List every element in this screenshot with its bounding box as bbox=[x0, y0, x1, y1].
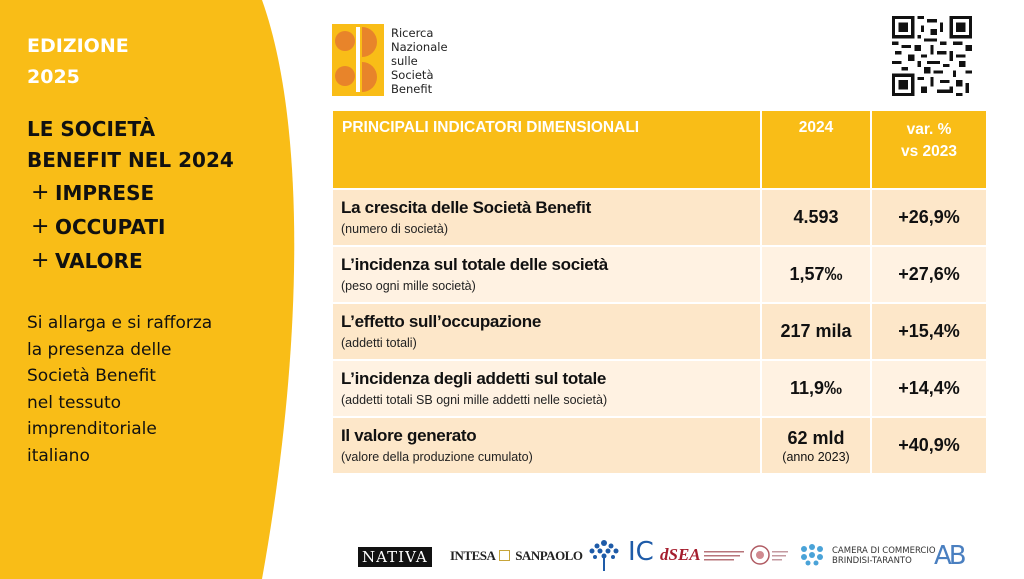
infocamere-logo: IC bbox=[628, 537, 654, 567]
headline-line1: LE SOCIETÀ bbox=[27, 117, 156, 141]
edition-line1: EDIZIONE bbox=[27, 35, 129, 57]
value-cell bbox=[762, 361, 872, 416]
indicator-cell bbox=[333, 304, 762, 359]
table-row bbox=[333, 416, 986, 473]
variation-cell bbox=[872, 190, 986, 245]
header-var-line2: vs 2023 bbox=[900, 143, 958, 160]
plus-icon: + bbox=[31, 180, 50, 205]
indicator-value: 217 mila bbox=[780, 321, 852, 341]
header-var-line1: var. % bbox=[906, 121, 952, 138]
edition-label bbox=[27, 31, 129, 93]
table-row bbox=[333, 188, 986, 245]
indicator-cell bbox=[333, 361, 762, 416]
indicator-value: 4.593 bbox=[793, 207, 839, 227]
indicator-cell bbox=[333, 190, 762, 245]
variation-cell bbox=[872, 361, 986, 416]
indicator-title: L’effetto sull’occupazione bbox=[341, 312, 542, 331]
indicator-variation: +26,9% bbox=[898, 207, 960, 227]
indicator-subtitle: (valore della produzione cumulato) bbox=[341, 450, 533, 464]
indicator-value-note: (anno 2023) bbox=[782, 449, 850, 464]
intesa-text: INTESA bbox=[450, 548, 495, 563]
description-line: nel tessuto bbox=[27, 392, 122, 413]
description-line: Società Benefit bbox=[27, 366, 156, 386]
description-line: Si allarga e si rafforza bbox=[27, 313, 213, 333]
indicator-variation: +15,4% bbox=[898, 321, 960, 341]
indicator-subtitle: (addetti totali) bbox=[341, 336, 417, 350]
indicator-title: Il valore generato bbox=[341, 426, 477, 445]
indicator-title: L’incidenza sul totale delle società bbox=[341, 255, 608, 274]
variation-cell bbox=[872, 304, 986, 359]
sanpaolo-text: SANPAOLO bbox=[515, 548, 583, 563]
description-line: la presenza delle bbox=[27, 339, 172, 360]
edition-line2: 2025 bbox=[27, 66, 80, 88]
camera-commercio-logo bbox=[832, 546, 936, 566]
header-year: 2024 bbox=[762, 111, 872, 188]
left-panel bbox=[0, 0, 300, 579]
value-cell bbox=[762, 304, 872, 359]
header-indicator: PRINCIPALI INDICATORI DIMENSIONALI bbox=[333, 111, 762, 188]
qr-code-icon[interactable] bbox=[892, 16, 972, 96]
plus-icon: + bbox=[31, 248, 50, 273]
value-cell bbox=[762, 247, 872, 302]
variation-cell bbox=[872, 418, 986, 473]
list-item bbox=[27, 244, 165, 278]
list-item bbox=[27, 210, 165, 244]
value-cell bbox=[762, 418, 872, 473]
description bbox=[27, 310, 212, 469]
headline bbox=[27, 114, 234, 176]
indicator-cell bbox=[333, 418, 762, 473]
plus-list bbox=[27, 176, 165, 278]
camera-line2: BRINDISI-TARANTO bbox=[832, 556, 912, 566]
indicator-variation: +40,9% bbox=[898, 435, 960, 455]
indicator-subtitle: (peso ogni mille società) bbox=[341, 279, 476, 293]
plus-item-label: VALORE bbox=[55, 249, 143, 273]
list-item bbox=[27, 176, 165, 210]
camera-line1: CAMERA DI COMMERCIO bbox=[832, 546, 936, 556]
logo-line: Benefit bbox=[391, 82, 433, 96]
table-row bbox=[333, 359, 986, 416]
indicator-variation: +27,6% bbox=[898, 264, 960, 284]
indicator-subtitle: (numero di società) bbox=[341, 222, 448, 236]
plus-icon: + bbox=[31, 214, 50, 239]
value-cell bbox=[762, 190, 872, 245]
indicator-title: La crescita delle Società Benefit bbox=[341, 198, 591, 217]
table-row bbox=[333, 245, 986, 302]
variation-cell bbox=[872, 247, 986, 302]
plus-item-label: IMPRESE bbox=[55, 181, 155, 205]
logo-line: Società bbox=[391, 68, 434, 82]
indicator-variation: +14,4% bbox=[898, 378, 960, 398]
plus-item-label: OCCUPATI bbox=[55, 215, 166, 239]
headline-line2: BENEFIT NEL 2024 bbox=[27, 148, 234, 172]
camera-commercio-icon bbox=[798, 543, 828, 567]
table-row bbox=[333, 302, 986, 359]
nativa-logo: NATIVA bbox=[358, 547, 432, 567]
university-seal-icon bbox=[750, 543, 790, 567]
indicator-subtitle: (addetti totali SB ogni mille addetti nelle società) bbox=[341, 393, 608, 407]
logo-text bbox=[391, 26, 448, 96]
description-line: imprenditoriale bbox=[27, 419, 157, 439]
logo-line: Ricerca bbox=[391, 26, 434, 40]
intesa-sanpaolo-logo bbox=[450, 548, 582, 564]
indicators-table bbox=[333, 111, 986, 473]
indicator-value: 11,9‰ bbox=[789, 378, 843, 398]
ab-logo: AB bbox=[934, 541, 964, 571]
logo-line: Nazionale bbox=[391, 40, 448, 54]
indicator-value: 62 mld bbox=[787, 427, 845, 448]
intesa-mark-icon bbox=[499, 550, 510, 561]
indicator-value: 1,57‰ bbox=[789, 264, 843, 284]
infocamere-tree-icon bbox=[584, 537, 624, 573]
partner-logos bbox=[358, 537, 978, 571]
indicator-cell bbox=[333, 247, 762, 302]
table-header bbox=[333, 111, 986, 188]
description-line: italiano bbox=[27, 445, 90, 466]
dsea-logo: dSEA bbox=[660, 545, 701, 564]
indicator-title: L’incidenza degli addetti sul totale bbox=[341, 369, 607, 388]
header-variation bbox=[872, 111, 986, 188]
logo-line: sulle bbox=[391, 54, 418, 68]
